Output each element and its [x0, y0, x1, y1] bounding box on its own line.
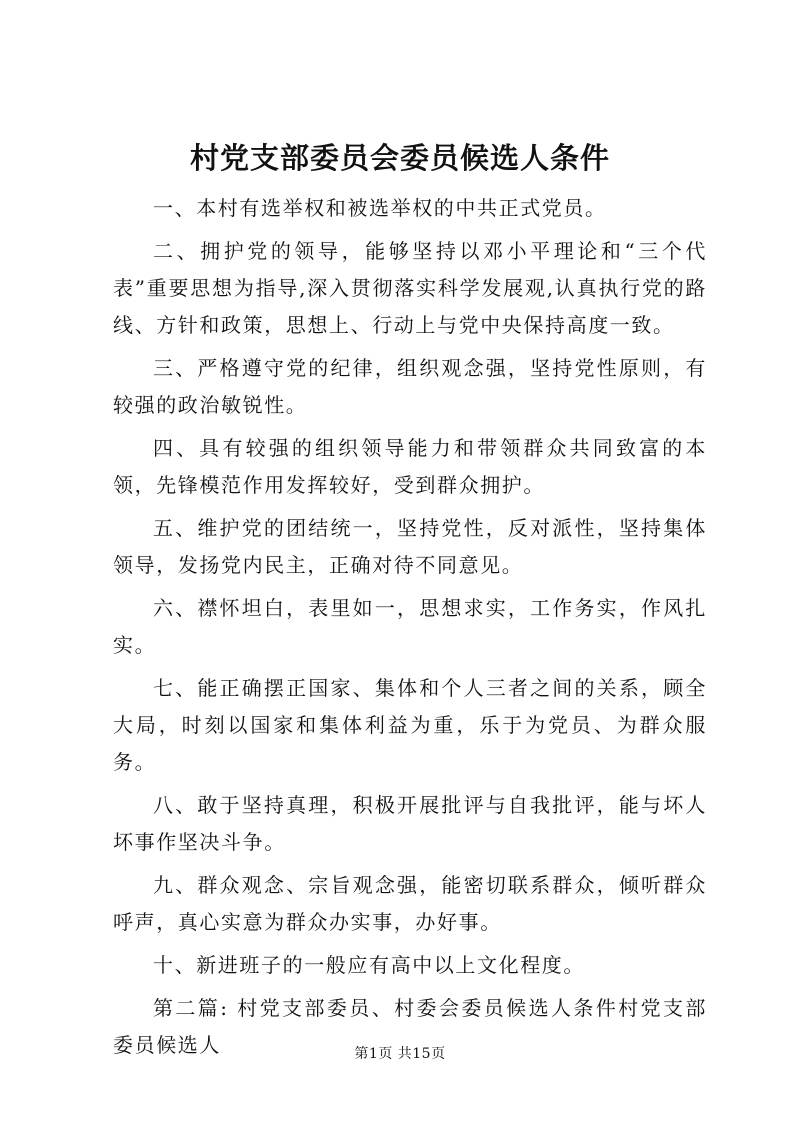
paragraph-3: 三、严格遵守党的纪律，组织观念强，坚持党性原则，有较强的政治敏锐性。 — [113, 356, 707, 417]
paragraph-2: 二、拥护党的领导，能够坚持以邓小平理论和“三个代表”重要思想为指导,深入贯彻落实科学发展观,认真执行党的路线、方针和政策，思想上、行动上与党中央保持高度一致。 — [113, 239, 707, 337]
paragraph-9: 九、群众观念、宗旨观念强，能密切联系群众，倾听群众呼声，真心实意为群众办实事，办好事。 — [113, 873, 707, 934]
page-number-footer: 第1页 共15页 — [354, 1046, 446, 1062]
paragraph-10: 十、新进班子的一般应有高中以上文化程度。 — [153, 953, 585, 977]
paragraph-7: 七、能正确摆正国家、集体和个人三者之间的关系，顾全大局，时刻以国家和集体利益为重，乐于为党员、为群众服务。 — [113, 676, 707, 774]
paragraph-1: 一、本村有选举权和被选举权的中共正式党员。 — [153, 196, 607, 220]
paragraph-5: 五、维护党的团结统一，坚持党性，反对派性，坚持集体领导，发扬党内民主，正确对待不同意见。 — [113, 516, 707, 577]
paragraph-4: 四、具有较强的组织领导能力和带领群众共同致富的本领，先锋模范作用发挥较好，受到群众拥护。 — [113, 436, 707, 497]
paragraph-second-chapter: 第二篇: 村党支部委员、村委会委员候选人条件村党支部委员候选人 — [113, 996, 707, 1057]
document-title: 村党支部委员会委员候选人条件 — [189, 141, 610, 175]
document-body — [113, 190, 707, 1070]
paragraph-6: 六、襟怀坦白，表里如一，思想求实，工作务实，作风扎实。 — [113, 596, 707, 657]
paragraph-8: 八、敢于坚持真理，积极开展批评与自我批评，能与坏人坏事作坚决斗争。 — [113, 793, 707, 854]
